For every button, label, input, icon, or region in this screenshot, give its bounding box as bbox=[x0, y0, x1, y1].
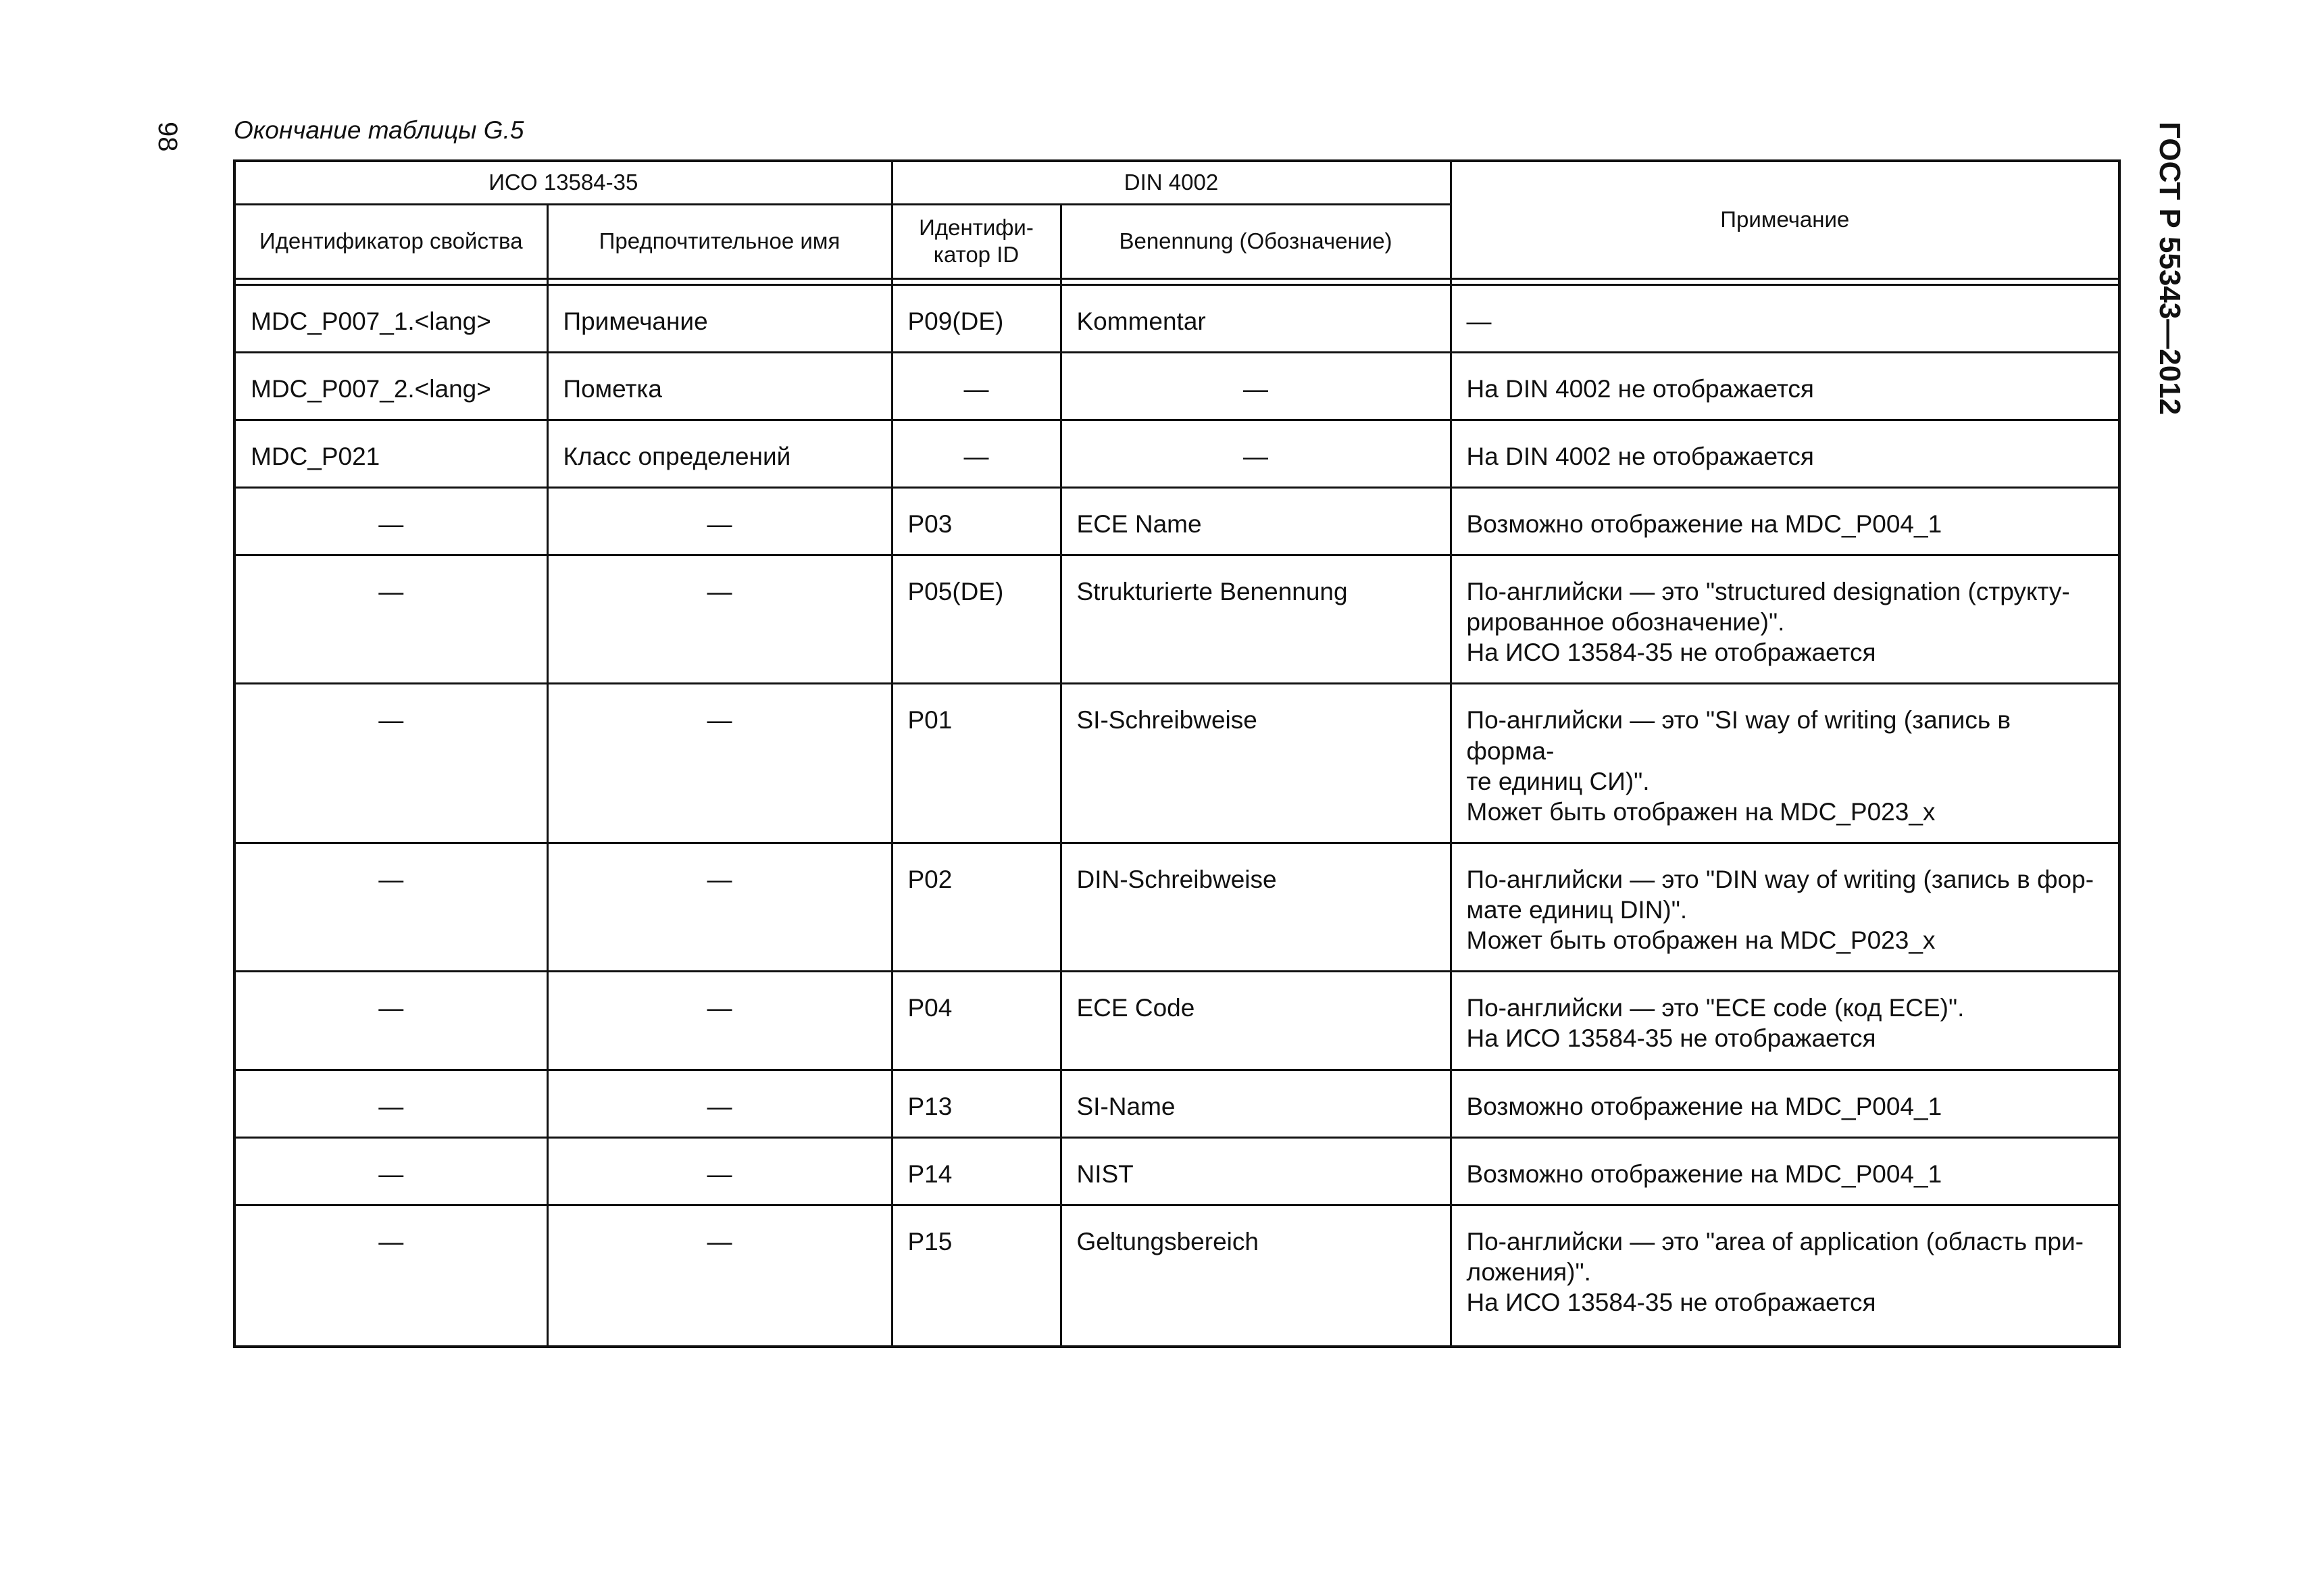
cell-note bbox=[1451, 843, 2119, 971]
cell-iso-id: — bbox=[234, 843, 547, 971]
cell-din-id: P09(DE) bbox=[892, 284, 1061, 352]
note-line: На DIN 4002 не отображается bbox=[1466, 442, 1814, 470]
note-line: Может быть отображен на MDC_P023_x bbox=[1466, 797, 1936, 826]
cell-iso-name: — bbox=[547, 1070, 892, 1137]
header-note: Примечание bbox=[1451, 161, 2119, 278]
cell-iso-id: — bbox=[234, 684, 547, 843]
cell-din-name: — bbox=[1061, 352, 1451, 420]
cell-din-name: SI-Name bbox=[1061, 1070, 1451, 1137]
cell-din-name: ECE Code bbox=[1061, 972, 1451, 1070]
note-line: ложения)". bbox=[1466, 1257, 1591, 1286]
cell-note bbox=[1451, 284, 2119, 352]
note-line: По-английски — это "structured designation (структу- bbox=[1466, 578, 2070, 605]
cell-note bbox=[1451, 352, 2119, 420]
note-line: рированное обозначение)". bbox=[1466, 608, 1785, 637]
cell-note bbox=[1451, 487, 2119, 555]
cell-note bbox=[1451, 1137, 2119, 1205]
cell-iso-id: — bbox=[234, 1137, 547, 1205]
cell-din-id: P13 bbox=[892, 1070, 1061, 1137]
cell-iso-name: — bbox=[547, 972, 892, 1070]
data-table bbox=[233, 159, 2121, 1348]
header-benennung: Benennung (Обозначение) bbox=[1061, 204, 1451, 278]
table-caption: Окончание таблицы G.5 bbox=[234, 116, 524, 144]
note-line: — bbox=[1466, 307, 1492, 335]
table-row bbox=[234, 487, 2119, 555]
header-identifier-id: Идентифи-катор ID bbox=[892, 204, 1061, 278]
cell-din-name: — bbox=[1061, 420, 1451, 487]
cell-din-id: P05(DE) bbox=[892, 555, 1061, 684]
cell-din-id: — bbox=[892, 420, 1061, 487]
cell-note bbox=[1451, 555, 2119, 684]
cell-din-id: P03 bbox=[892, 487, 1061, 555]
cell-din-id: — bbox=[892, 352, 1061, 420]
page-number: 98 bbox=[153, 122, 182, 152]
cell-iso-name: Примечание bbox=[547, 284, 892, 352]
standard-code: ГОСТ Р 55343—2012 bbox=[2153, 122, 2186, 416]
note-line: Возможно отображение на MDC_P004_1 bbox=[1466, 509, 1942, 538]
cell-iso-name: — bbox=[547, 555, 892, 684]
note-line: мате единиц DIN)". bbox=[1466, 896, 1688, 924]
cell-iso-id: MDC_P007_1.<lang> bbox=[234, 284, 547, 352]
cell-note bbox=[1451, 420, 2119, 487]
header-iso: ИСО 13584-35 bbox=[234, 161, 892, 204]
cell-iso-id: — bbox=[234, 1070, 547, 1137]
header-property-id: Идентификатор свойства bbox=[234, 204, 547, 278]
note-line: На DIN 4002 не отображается bbox=[1466, 374, 1814, 403]
cell-iso-id: — bbox=[234, 1205, 547, 1347]
cell-iso-id: — bbox=[234, 972, 547, 1070]
cell-note bbox=[1451, 972, 2119, 1070]
table-row bbox=[234, 1137, 2119, 1205]
cell-note bbox=[1451, 1205, 2119, 1347]
cell-iso-name: — bbox=[547, 684, 892, 843]
table-body bbox=[234, 284, 2119, 1347]
note-line: На ИСО 13584-35 не отображается bbox=[1466, 1289, 1876, 1316]
cell-iso-id: — bbox=[234, 487, 547, 555]
note-line: По-английски — это "SI way of writing (запись в форма- bbox=[1466, 706, 2011, 765]
cell-note bbox=[1451, 684, 2119, 843]
cell-din-id: P01 bbox=[892, 684, 1061, 843]
table-row bbox=[234, 1205, 2119, 1347]
cell-din-id: P04 bbox=[892, 972, 1061, 1070]
table-row bbox=[234, 684, 2119, 843]
cell-din-id: P02 bbox=[892, 843, 1061, 971]
cell-iso-id: MDC_P007_2.<lang> bbox=[234, 352, 547, 420]
table-row bbox=[234, 1070, 2119, 1137]
table-row bbox=[234, 843, 2119, 971]
note-line: Может быть отображен на MDC_P023_x bbox=[1466, 926, 1936, 955]
cell-iso-name: Пометка bbox=[547, 352, 892, 420]
header-din: DIN 4002 bbox=[892, 161, 1451, 204]
cell-note bbox=[1451, 1070, 2119, 1137]
note-line: Возможно отображение на MDC_P004_1 bbox=[1466, 1092, 1942, 1120]
note-line: По-английски — это "DIN way of writing (запись в фор- bbox=[1466, 865, 2094, 893]
cell-din-name: SI-Schreibweise bbox=[1061, 684, 1451, 843]
note-line: По-английски — это "area of application (область при- bbox=[1466, 1227, 2084, 1255]
cell-din-name: ECE Name bbox=[1061, 487, 1451, 555]
cell-din-id: P15 bbox=[892, 1205, 1061, 1347]
note-line: Возможно отображение на MDC_P004_1 bbox=[1466, 1159, 1942, 1188]
cell-iso-id: MDC_P021 bbox=[234, 420, 547, 487]
table-row bbox=[234, 555, 2119, 684]
note-line: На ИСО 13584-35 не отображается bbox=[1466, 639, 1876, 667]
note-line: На ИСО 13584-35 не отображается bbox=[1466, 1024, 1876, 1053]
table-row bbox=[234, 284, 2119, 352]
cell-din-id: P14 bbox=[892, 1137, 1061, 1205]
header-preferred-name: Предпочтительное имя bbox=[547, 204, 892, 278]
cell-iso-id: — bbox=[234, 555, 547, 684]
header-divider bbox=[234, 278, 2119, 284]
table-row bbox=[234, 972, 2119, 1070]
table-row bbox=[234, 420, 2119, 487]
cell-iso-name: — bbox=[547, 843, 892, 971]
cell-din-name: Geltungsbereich bbox=[1061, 1205, 1451, 1347]
cell-din-name: DIN-Schreibweise bbox=[1061, 843, 1451, 971]
cell-iso-name: — bbox=[547, 1205, 892, 1347]
cell-din-name: Strukturierte Benennung bbox=[1061, 555, 1451, 684]
cell-iso-name: — bbox=[547, 1137, 892, 1205]
note-line: По-английски — это "ECE code (код ECE)". bbox=[1466, 994, 1965, 1022]
note-line: те единиц СИ)". bbox=[1466, 767, 1650, 795]
cell-din-name: Kommentar bbox=[1061, 284, 1451, 352]
cell-iso-name: — bbox=[547, 487, 892, 555]
cell-din-name: NIST bbox=[1061, 1137, 1451, 1205]
table-row bbox=[234, 352, 2119, 420]
cell-iso-name: Класс определений bbox=[547, 420, 892, 487]
